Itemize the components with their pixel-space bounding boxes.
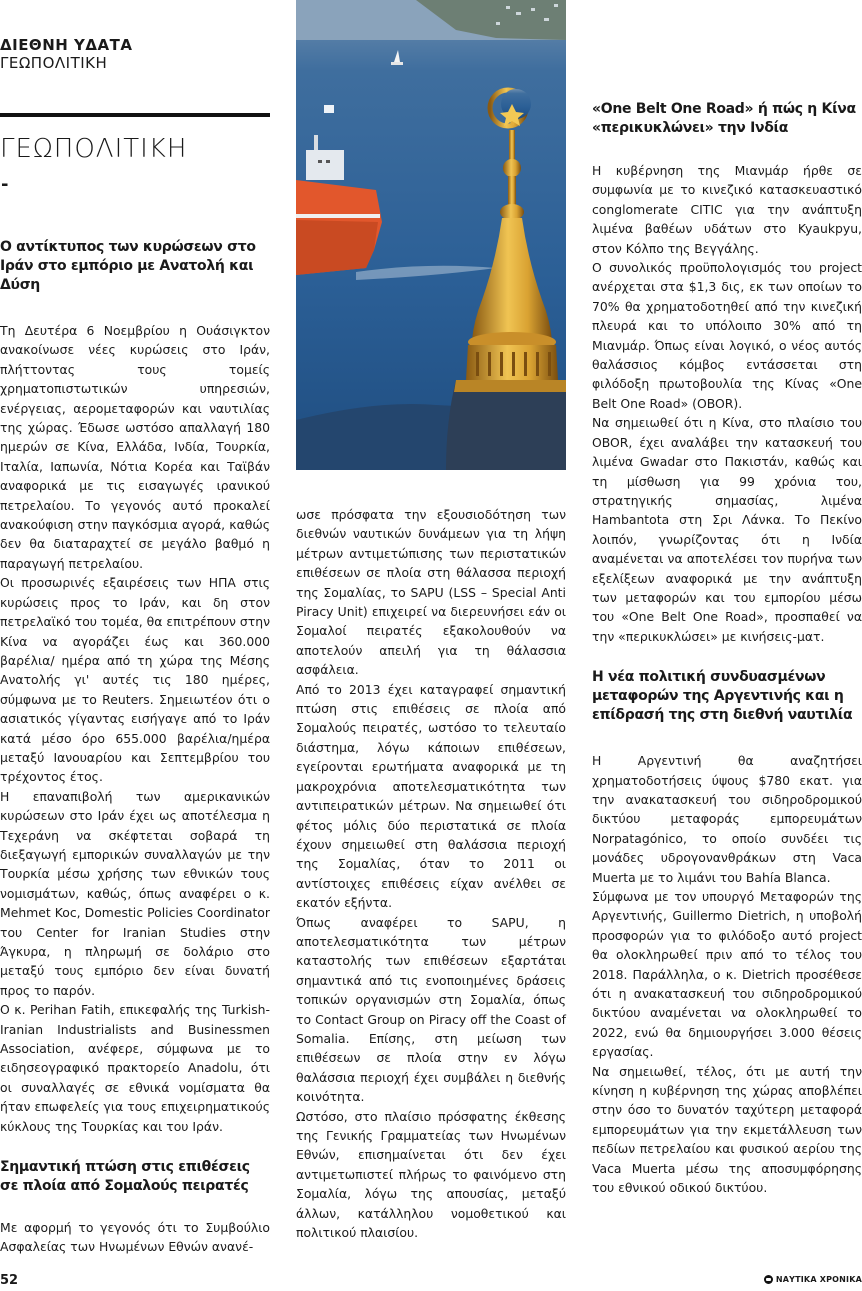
title-dash: -	[1, 174, 9, 195]
paragraph: Ο κ. Perihan Fatih, επικεφαλής της Turkish-Iranian Industrialists and Businessmen Association, ανέφερε, σύμφωνα με το ειδησεογραφικό πρακτορείο Anadolu, ότι οι συναλλαγές σε εθνικά νομίσματα θα ήταν επωφελείς για τους επιχειρηματικούς κύκλους της Τουρκίας και του Ιράν.	[0, 1002, 270, 1134]
magazine-name: ΝΑΥΤΙΚΑ ΧΡΟΝΙΚΑ	[775, 1275, 862, 1284]
column-1	[0, 238, 270, 1257]
paragraph: Η κυβέρνηση της Μιανμάρ ήρθε σε συμφωνία με το κινεζικό κατασκευαστικό conglomerate CITIC για την ανάπτυξη λιμένα βαθέων υδάτων στο Kyaukpyu, στον Κόλπο της Βεγγάλης.	[592, 163, 862, 256]
magazine-footer	[764, 1275, 862, 1284]
paragraph: Οι προσωρινές εξαιρέσεις των ΗΠΑ στις κυρώσεις προς το Ιράν, και δη στον πετρελαϊκό του τομέα, θα επιτρέπουν στην Κίνα να αγοράζει έως και 360.000 βαρέλια/ ημέρα από τη χώρα της Μέσης Ανατολής γι' αυτές τις 180 ημέρες, σύμφωνα με το Reuters. Σημειωτέον ότι ο ασιατικός γίγαντας εισήγαγε από το Ιράν κατά μέσο όρο 655.000 βαρέλια/ημέρα μεταξύ Ιανουαρίου και Σεπτεμβρίου του τρέχοντος έτος.	[0, 575, 270, 785]
paragraph: Η επαναπιβολή των αμερικανικών κυρώσεων στο Ιράν έχει ως αποτέλεσμα η Τεχεράνη να σκέφτεται σοβαρά τη διεξαγωγή εμπορικών συναλλαγών με την Τουρκία μέσω χρήσης των εθνικών τους νομισμάτων, καθώς, όπως αναφέρει ο κ. Mehmet Koc, Domestic Policies Coordinator του Center for Iranian Studies στην Άγκυρα, η πληρωμή σε δολάριο στο μεταξύ τους εμπόριο δεν είναι δυνατή προς το παρόν.	[0, 788, 270, 998]
heading-rule	[0, 113, 270, 117]
harbor-photo-illustration	[296, 0, 566, 470]
paragraph: Να σημειωθεί, τέλος, ότι με αυτή την κίνηση η κυβέρνηση της χώρας αποβλέπει στην όσο το δυνατόν ταχύτερη μεταφορά εμπορευμάτων για την εκμετάλλευση των πεδίων πετρελαίου και φυσικού αερίου της Vaca Muerta μέσω της αποσυμφόρησης του εθνικού οδικού δικτύου.	[592, 1063, 862, 1196]
paragraph: ωσε πρόσφατα την εξουσιοδότηση των διεθνών ναυτικών δυνάμεων για τη λήψη μέτρων αντιμετώπισης των περιστατικών επιθέσεων σε πλοία στη θάλασσα περιοχή της Σομαλίας, το SAPU (LSS – Special Anti Piracy Unit) επιχειρεί να διερευνήσει εάν οι Σομαλοί πειρατές εξακολουθούν να αποτελούν απειλή για τη θάλασσια ασφάλεια.	[296, 507, 566, 678]
paragraph: Ο συνολικός προϋπολογισμός του project ανέρχεται στα $1,3 δις, εκ των οποίων το 70% θα χρηματοδοτηθεί από την κινεζική πλευρά και το υπόλοιπο 30% από τη Μιανμάρ. Όπως είναι λογικό, ο νέος αυτός θαλάσσιος κόμβος εντάσσεται στη φιλόδοξη πρωτοβουλία της Κίνας «One Belt One Road» (OBOR).	[592, 260, 862, 411]
paragraph: Η Αργεντινή θα αναζητήσει χρηματοδοτήσεις ύψους $780 εκατ. για την ανακατασκευή του σιδηροδρομικού δικτύου μεταφοράς εμπορευμάτων Norpatagónico, το οποίο συνδέει τις μονάδες υδρογονανθράκων στη Vaca Muerta με το λιμάνι του Bahía Blanca.	[592, 753, 862, 885]
article-heading-somalia: Σημαντική πτώση στις επιθέσεις σε πλοία από Σομαλούς πειρατές	[0, 1159, 250, 1195]
paragraph: Ωστόσο, στο πλαίσιο πρόσφατης έκθεσης της Γενικής Γραμματείας των Ηνωμένων Εθνών, επισημαίνεται ότι δεν έχει αντιμετωπιστεί πλήρως το φαινόμενο στη Σομαλία, λόγω της απουσίας, μεταξύ άλλων, κατάλληλου νομοθετικού και πολιτικού πλαισίου.	[296, 1108, 566, 1241]
article-heading-obor: «One Belt One Road» ή πώς η Κίνα «περικυκλώνει» την Ινδία	[592, 101, 856, 136]
article-heading-argentina: Η νέα πολιτική συνδυασμένων μεταφορών της Αργεντινής και η επίδρασή της στη διεθνή ναυτιλία	[592, 669, 853, 724]
paragraph: Με αφορμή το γεγονός ότι το Συμβούλιο Ασφαλείας των Ηνωμένων Εθνών ανανέ-	[0, 1220, 270, 1255]
page-title: ΓΕΩΠΟΛΙΤΙΚΗ	[0, 134, 188, 164]
section-label: ΔΙΕΘΝΗ ΥΔΑΤΑ	[0, 36, 133, 54]
paragraph: Από το 2013 έχει καταγραφεί σημαντική πτώση στις επιθέσεις σε πλοία από Σομαλούς πειρατές, ωστόσο το τελευταίο διάστημα, λόγω κάποιων επιθέσεων, εγείρονται ερωτήματα αναφορικά με τη μακροχρόνια αποτελεσματικότητα των αντιπειρατικών μέτρων. Να σημειωθεί ότι φέτος μόλις δύο περιστατικά σε πλοία έχουν σημειωθεί στη θαλάσσια περιοχή της Σομαλίας, όταν το 2011 οι αντίστοιχες επιθέσεις είχαν ανέλθει σε εκατόν εξήντα.	[296, 681, 566, 911]
paragraph: Να σημειωθεί ότι η Κίνα, στο πλαίσιο του OBOR, έχει αναλάβει την κατασκευή του λιμένα Gwadar στο Πακιστάν, καθώς και τη μίσθωση για 99 χρόνια του, στρατηγικής σημασίας, λιμένα Hambantota στη Σρι Λάνκα. Το Πεκίνο λοιπόν, γνωρίζοντας ότι η Ινδία αναμένεται να αποτελέσει τον πυρήνα των εξελίξεων αναφορικά με την ανάπτυξη των μεταφορών και του εμπορίου μέσω του «One Belt One Road», προσπαθεί να την «περικυκλώσει» με κινήσεις-ματ.	[592, 415, 862, 644]
paragraph: Τη Δευτέρα 6 Νοεμβρίου η Ουάσιγκτον ανακοίνωσε νέες κυρώσεις στο Ιράν, πλήττοντας τους τομείς χρηματοπιστωτικών υπηρεσιών, ενέργειας, αερομεταφορών και ναυτιλίας της χώρας. Έδωσε ωστόσο απαλλαγή 180 ημερών σε Κίνα, Ελλάδα, Ινδία, Τουρκία, Ιταλία, Ιαπωνία, Νότια Κορέα και Ταϊβάν αναφορικά με τις εισαγωγές ιρανικού πετρελαίου. Το γεγονός αυτό προκαλεί ανακούφιση στην παγκόσμια αγορά, καθώς δεν θα διαταραχτεί σε μεγάλο βαθμό η παραγωγή πετρελαίου.	[0, 323, 270, 571]
harbor-photo	[296, 0, 566, 470]
column-3	[592, 100, 862, 1198]
subsection-label: ΓΕΩΠΟΛΙΤΙΚΗ	[0, 54, 108, 72]
column-2	[296, 505, 566, 1242]
paragraph: Σύμφωνα με τον υπουργό Μεταφορών της Αργεντινής, Guillermo Dietrich, η υποβολή προσφορών για το φιλόδοξο αυτό project θα ολοκληρωθεί πριν από το τέλος του 2018. Παράλληλα, ο κ. Dietrich προσέθεσε ότι η ανακατασκευή του σιδηροδρομικού δικτύου αναμένεται να ολοκληρωθεί το 2022, ενώ θα δημιουργήσει 3.000 θέσεις εργασίας.	[592, 889, 862, 1060]
paragraph: Όπως αναφέρει το SAPU, η αποτελεσματικότητα των μέτρων καταστολής των επιθέσεων εξαρτάται σημαντικά από τις ενοποιημένες δράσεις τοπικών οργανισμών στη Σομαλία, όπως το Contact Group on Piracy off the Coast of Somalia. Επίσης, στη μείωση των επιθέσεων σε πλοία στην εν λόγω θαλάσσια περιοχή έχει συμβάλει η διεθνής κοινότητα.	[296, 914, 566, 1105]
section-header	[0, 36, 270, 72]
magazine-logo-icon	[764, 1275, 773, 1284]
article-heading-iran: Ο αντίκτυπος των κυρώσεων στο Ιράν στο εμπόριο με Ανατολή και Δύση	[0, 239, 256, 293]
page-number: 52	[0, 1273, 19, 1288]
